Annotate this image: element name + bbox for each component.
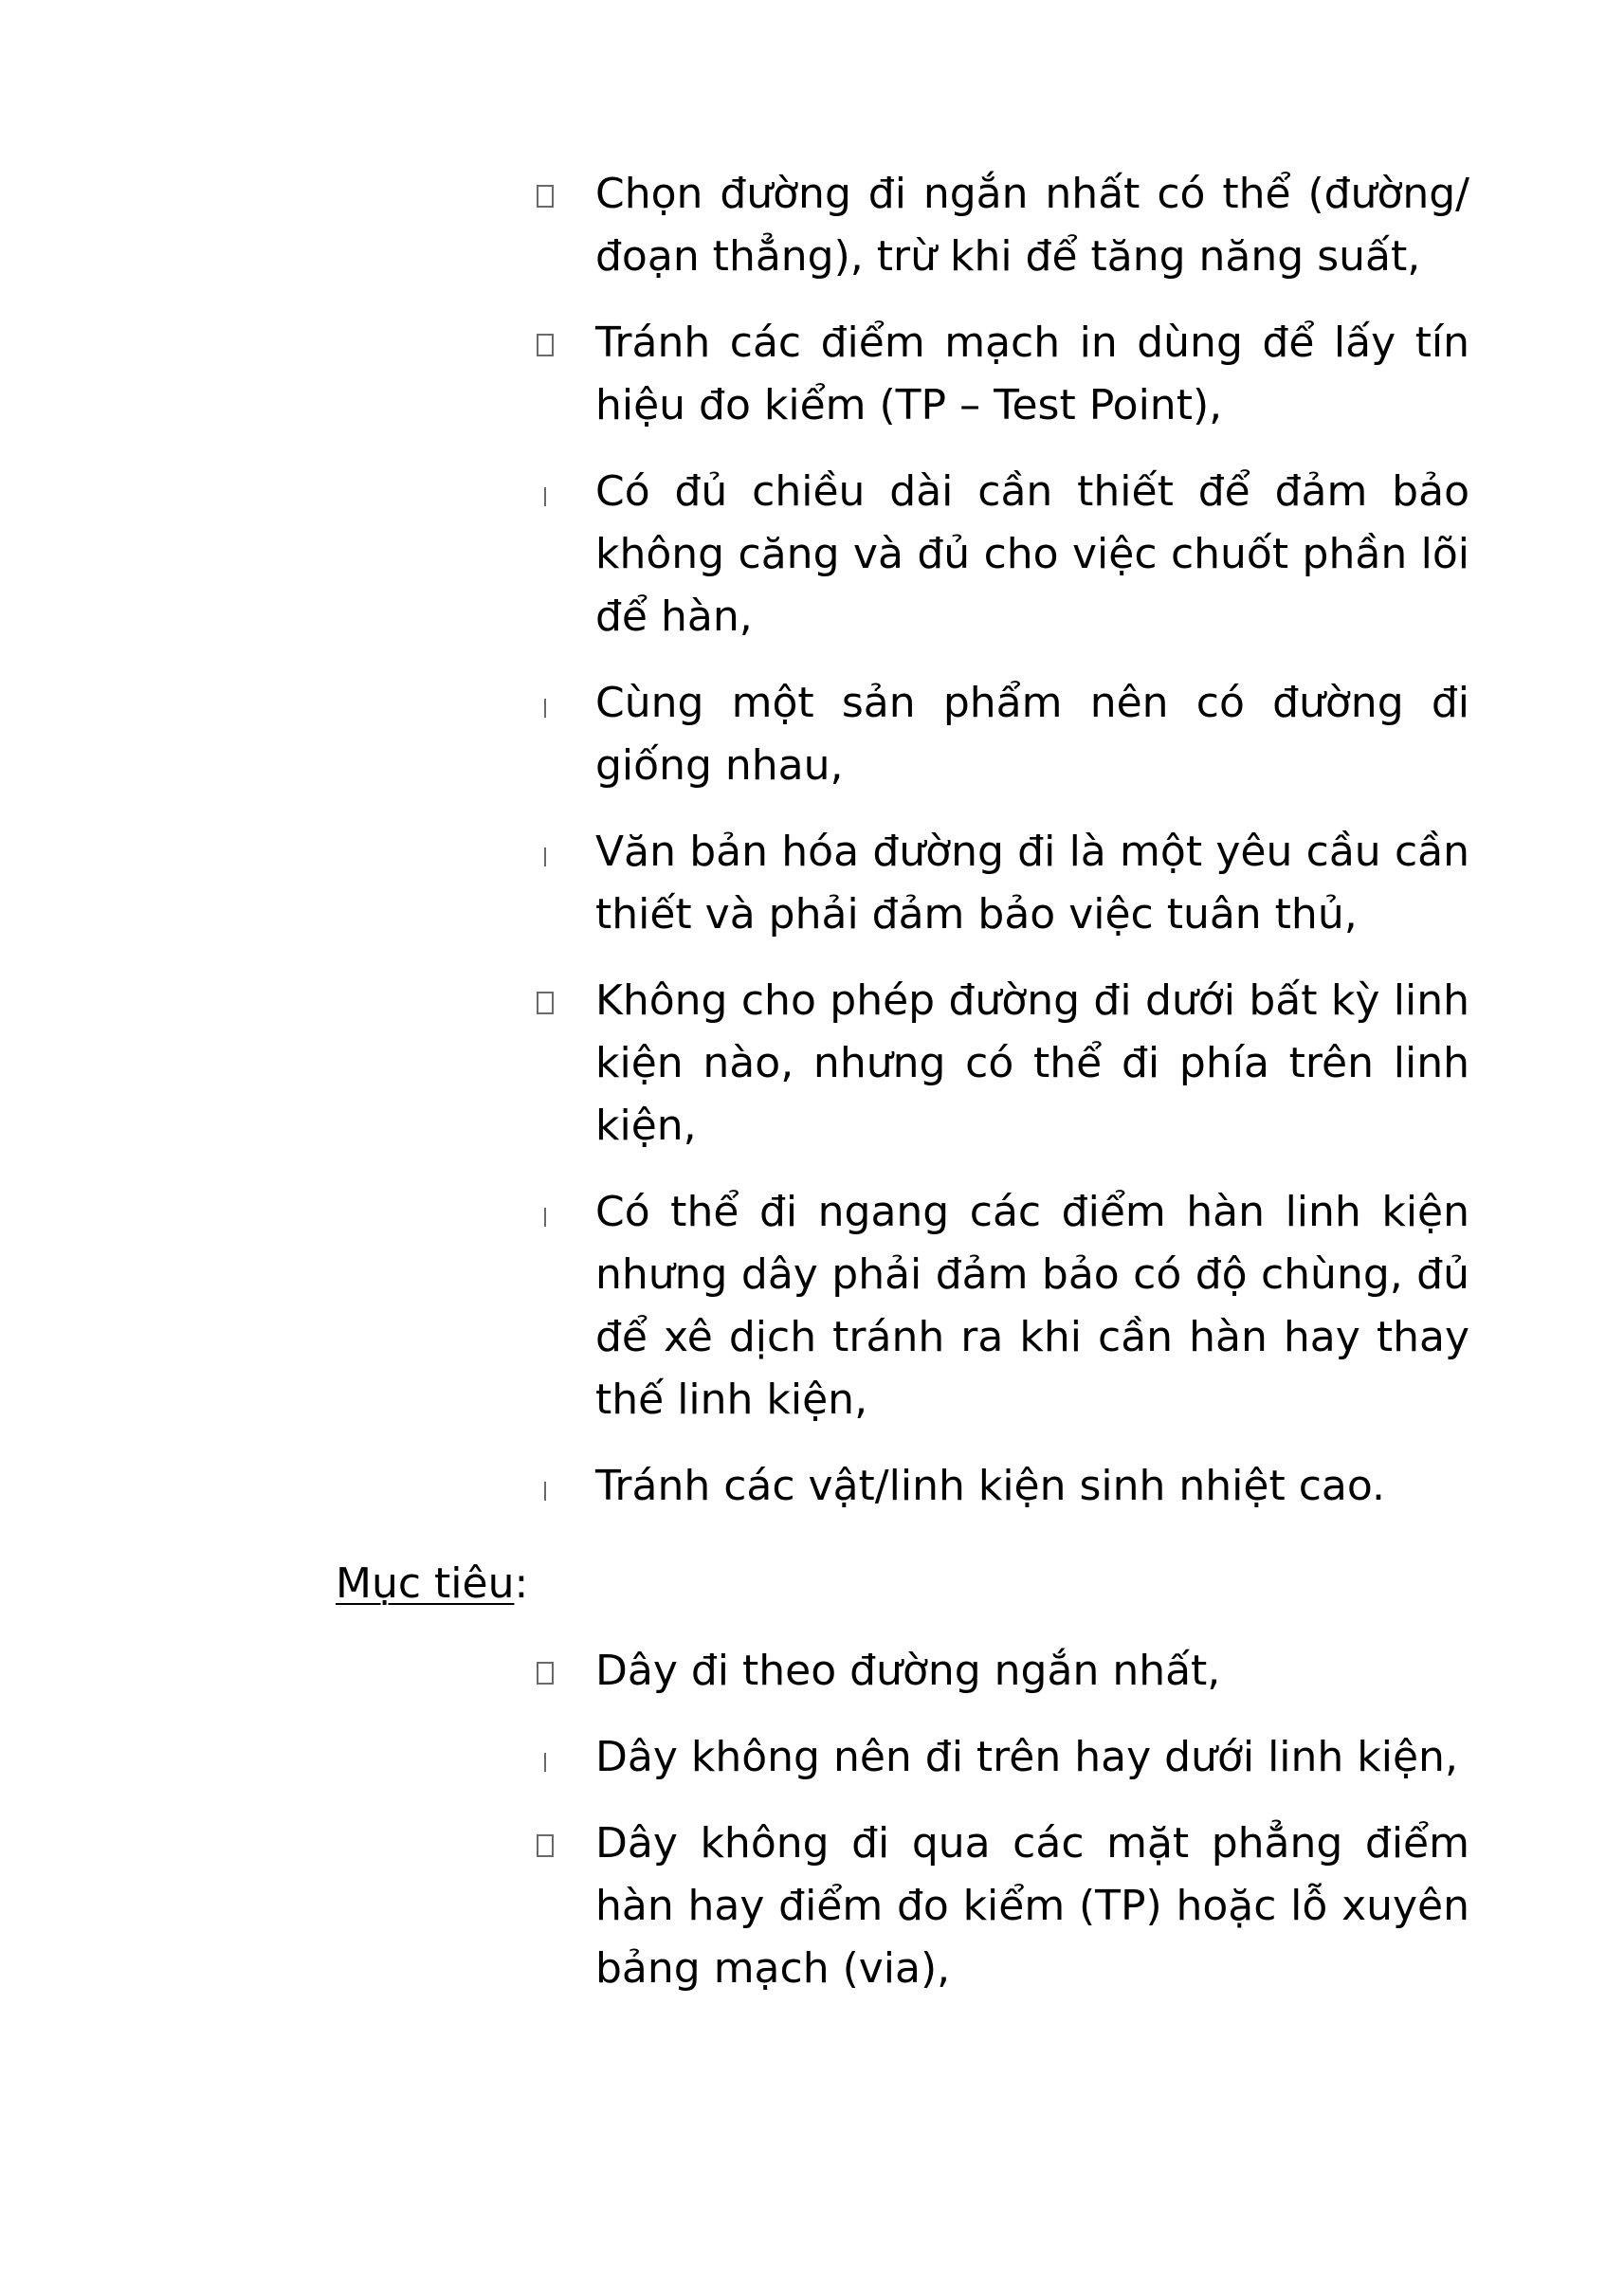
list-item [521,1640,1469,1703]
list-item [521,461,1469,648]
rules-list [521,163,1469,1541]
list-item-text: Có thể đi ngang các điểm hàn linh kiện nhưng dây phải đảm bảo có độ chùng, đủ để xê dịch tránh ra khi cần hàn hay thay thế linh kiện, [595,1188,1469,1424]
list-item-text: Dây đi theo đường ngắn nhất, [595,1647,1221,1695]
list-item [521,970,1469,1157]
bullet-bar-icon [544,487,546,506]
list-marker [533,672,561,735]
bullet-bar-icon [544,1208,546,1227]
list-item-text: Có đủ chiều dài cần thiết để đảm bảo không căng và đủ cho việc chuốt phần lõi để hàn, [595,467,1469,641]
list-marker [533,1640,561,1703]
list-item [521,821,1469,946]
bullet-bar-icon [544,1753,546,1772]
bullet-box-icon [537,992,554,1014]
list-item [521,1455,1469,1518]
bullet-bar-icon [544,1482,546,1501]
list-item-text: Chọn đường đi ngắn nhất có thể (đường/đoạn thẳng), trừ khi để tăng năng suất, [595,170,1469,281]
list-item [521,312,1469,437]
bullet-bar-icon [544,847,546,866]
bullet-box-icon [537,1662,554,1685]
bullet-box-icon [537,334,554,356]
list-item [521,163,1469,288]
list-item [521,1813,1469,2000]
list-item-text: Dây không nên đi trên hay dưới linh kiện, [595,1733,1458,1781]
bullet-bar-icon [544,699,546,718]
list-item [521,1181,1469,1431]
list-item-text: Không cho phép đường đi dưới bất kỳ linh kiện nào, nhưng có thể đi phía trên linh kiện, [595,976,1469,1150]
list-marker [533,312,561,374]
list-marker [533,461,561,523]
objectives-list [521,1640,1469,2024]
list-item [521,1726,1469,1789]
list-item-text: Văn bản hóa đường đi là một yêu cầu cần thiết và phải đảm bảo việc tuân thủ, [595,828,1469,938]
section-title [336,1553,528,1615]
list-marker [533,970,561,1032]
list-marker [533,1726,561,1789]
list-marker [533,1455,561,1518]
list-item-text: Cùng một sản phẩm nên có đường đi giống nhau, [595,679,1469,790]
bullet-box-icon [537,1834,554,1857]
list-marker [533,1181,561,1244]
list-marker [533,163,561,226]
list-item-text: Tránh các vật/linh kiện sinh nhiệt cao. [595,1462,1385,1510]
list-item-text: Dây không đi qua các mặt phẳng điểm hàn hay điểm đo kiểm (TP) hoặc lỗ xuyên bảng mạch (via), [595,1819,1469,1993]
section-title-suffix: : [514,1559,529,1608]
list-marker [533,1813,561,1875]
bullet-box-icon [537,185,554,208]
section-title-text: Mục tiêu [336,1559,515,1608]
list-marker [533,821,561,884]
list-item-text: Tránh các điểm mạch in dùng để lấy tín hiệu đo kiểm (TP – Test Point), [595,319,1469,429]
list-item [521,672,1469,797]
